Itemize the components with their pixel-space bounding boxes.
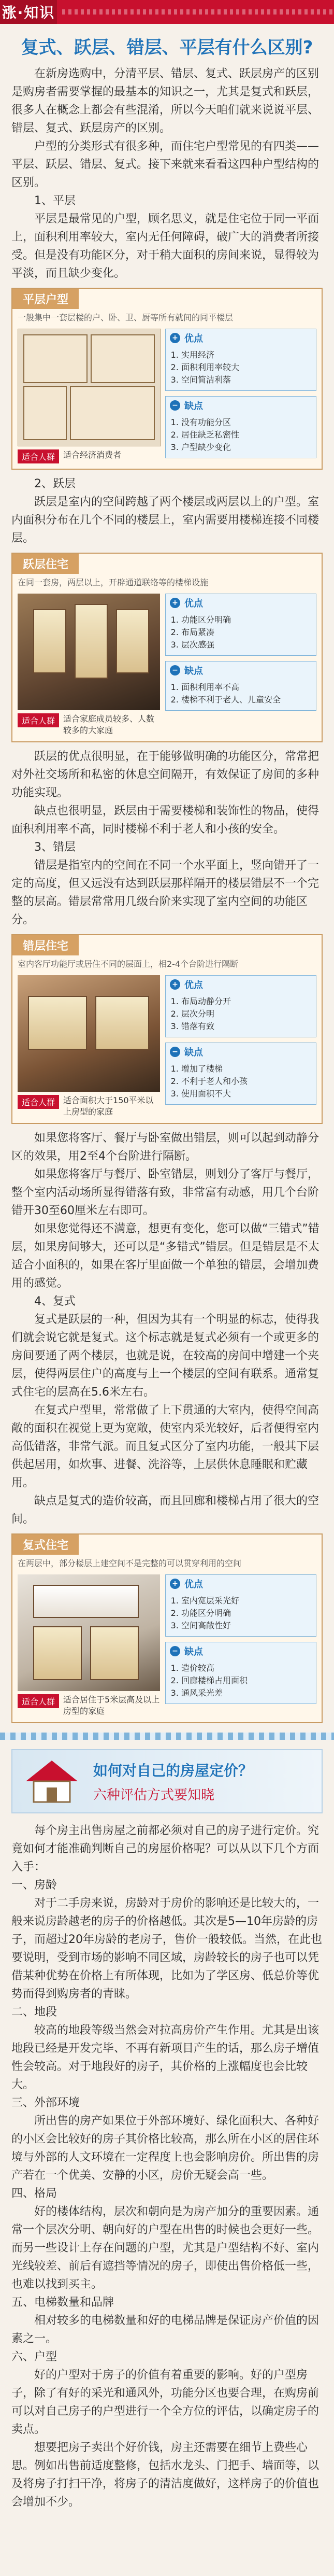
jump-badge: 适合人群 [18, 713, 59, 727]
intro-paragraph-1: 在新房选购中，分清平层、错层、复式、跃层房产的区别是购房者需要掌握的最基本的知识之一，尤其是复式和跃层，很多人在概念上都会有些混淆，所以今天咱们就来说说平层、错层、复式、跃层房产的区别。 [11, 67, 320, 135]
flat-info-box [11, 288, 323, 470]
jump-box-title: 跃层住宅 [12, 554, 79, 574]
jump-box-note: 在同一套房，两层以上，开辟通道联络等的楼梯设施 [18, 578, 209, 587]
duplex-heading: 4、复式 [34, 1295, 76, 1308]
plus-icon: + [170, 979, 180, 990]
jump-info-box [11, 553, 323, 742]
stagger-paragraph-3: 如果您将客厅与餐厅、卧室错层，则划分了客厅与餐厅，整个室内活动场所显得错落有致，非常富有动感，用几个台阶错开30至60厘米左右即可。 [11, 1168, 320, 1217]
house-icon [21, 1755, 83, 1807]
flat-badge: 适合人群 [18, 449, 59, 463]
flat-floorplan-image [18, 329, 161, 446]
duplex-caption: 适合居住于5米层高及以上房型的家庭 [63, 1695, 160, 1716]
pricing-paragraph-2: 较高的地段等级当然会对拉高房价产生作用。尤其是出该地段已经是开发完毕、不再有新项目产生的话，那么房子增值性会较高。对于地段好的房子，其价格的上涨幅度也会比较大。 [11, 2024, 320, 2091]
page-title: 复式、跃层、错层、平层有什么区别? [21, 37, 313, 58]
pricing-paragraph-4: 好的楼体结构，层次和朝向是为房产加分的重要因素。通常一个层次分明、朝向好的户型在出售的时候也会更好一些。而另一些设计上存在问题的户型，尤其是户型结构不好、室内光线较差、前后有遮挡等情况的房子，即使出售价格低一些，也难以找到买主。 [11, 2205, 320, 2291]
pricing-paragraph-5: 相对较多的电梯数量和好的电梯品牌是保证房产价值的因素之一。 [11, 2314, 320, 2345]
banner-subtitle: 六种评估方式要知晓 [93, 1787, 215, 1803]
flat-disadvantages-card: − 缺点 1. 没有功能分区 2. 居住缺乏私密性 3. 户型缺少变化 [165, 396, 316, 458]
top-header [0, 0, 334, 24]
header-tag: 涨·知识 [0, 0, 57, 24]
stagger-adv-item: 3. 错落有致 [181, 1020, 311, 1033]
duplex-paragraph-2: 在复式户型里，常常做了上下贯通的大室内，使得空间高敞的面积在视觉上更为宽敞，使室内采光较好，后者便得室内高低错落，非常气派。而且复式区分了室内功能，一般其下层供起居用，如炊事、进餐、洗浴等，上层供休息睡眠和贮藏用。 [11, 1404, 320, 1489]
duplex-adv-item: 3. 空间高敞性好 [181, 1620, 311, 1632]
stagger-disadvantages-card: − 缺点 1. 增加了楼梯 2. 不利于老人和小孩 3. 使用面积不大 [165, 1043, 316, 1105]
banner-title: 如何对自己的房屋定价？ [93, 1762, 253, 1779]
duplex-adv-item: 1. 室内宽层采光好 [181, 1595, 311, 1607]
flat-dis-item: 1. 没有功能分区 [181, 416, 311, 429]
jump-adv-item: 2. 布局紧凑 [181, 626, 311, 639]
jump-interior-photo [18, 594, 160, 710]
duplex-adv-item: 2. 功能区分明确 [181, 1607, 311, 1620]
stagger-heading: 3、错层 [34, 841, 76, 854]
flat-dis-item: 2. 居住缺乏私密性 [181, 429, 311, 441]
stagger-interior-photo [18, 975, 160, 1092]
stagger-dis-item: 2. 不利于老人和小孩 [181, 1075, 311, 1088]
plus-icon: + [170, 598, 180, 608]
stagger-dis-item: 3. 使用面积不大 [181, 1088, 311, 1100]
duplex-dis-item: 1. 造价较高 [181, 1662, 311, 1674]
duplex-interior-photo [18, 1574, 160, 1691]
flat-box-title: 平层户型 [12, 289, 79, 309]
pricing-heading-1: 一、房龄 [11, 1879, 57, 1892]
jump-adv-item: 3. 层次感强 [181, 639, 311, 651]
flat-dis-item: 3. 户型缺少变化 [181, 441, 311, 454]
stagger-paragraph-2: 如果您将客厅、餐厅与卧室做出错层，则可以起到动静分区的效果，用2至4个台阶进行隔断。 [11, 1132, 320, 1163]
duplex-paragraph-3: 缺点是复式的造价较高，而且回廊和楼梯占用了很大的空间。 [11, 1495, 320, 1526]
plus-icon: + [170, 1579, 180, 1589]
duplex-info-box [11, 1533, 323, 1723]
header-stripe [62, 9, 334, 15]
stagger-dis-item: 1. 增加了楼梯 [181, 1063, 311, 1075]
intro-paragraph-2: 户型的分类形式有很多种，而住宅户型常见的有四类——平层、跃层、错层、复式。接下来就来看看这四种户型结构的区别。 [11, 140, 320, 189]
duplex-badge: 适合人群 [18, 1694, 59, 1708]
pricing-paragraph-6: 好的户型对于房子的价值有着重要的影响。好的户型房子，除了有好的采光和通风外，功能分区也要合理，在购房前可以对自己房子的户型进行一个全方位的评估，以确定房子的卖点。 [11, 2369, 320, 2436]
pricing-heading-3: 三、外部环境 [11, 2096, 80, 2109]
duplex-paragraph-1: 复式是跃层的一种，但因为其有一个明显的标志，使得我们就会说它就是复式。这个标志就是复式必须有一个或更多的房间要通了两个楼层，也就是说，在较高的房间中增建一个夹层，使得两层住户的高度与上一个楼层的空间有联系。通常复式住宅的层高在5.6米左右。 [11, 1313, 320, 1399]
duplex-box-title: 复式住宅 [12, 1535, 79, 1555]
duplex-dis-item: 3. 通风采光差 [181, 1687, 311, 1699]
pricing-paragraph-1: 对于二手房来说，房龄对于房价的影响还是比较大的，一般来说房龄越老的房子的价格越低。其次是5—10年房龄的房子，而超过20年房龄的老房子，售价一般较低。当然，在此也要说明，受到市场的影响不同区域，房龄较长的房子也可以凭借某种优势在价格上有所体现，比如为了学区房、低总价等优势而得到购房者的青睐。 [11, 1897, 322, 2001]
flat-heading: 1、平层 [34, 194, 76, 207]
stagger-paragraph-4: 如果您觉得还不满意，想更有变化，您可以做“三错式”错层，如果房间够大，还可以是“多错式”错层。但是错层是不太适合小面积的，如果在客厅里面做一个单独的错层，会增加费用的感觉。 [11, 1222, 320, 1290]
jump-advantages-card: + 优点 1. 功能区分明确 2. 布局紧凑 3. 层次感强 [165, 594, 316, 656]
section-divider [0, 1733, 334, 1740]
stagger-adv-item: 2. 层次分明 [181, 1008, 311, 1020]
stagger-badge: 适合人群 [18, 1095, 59, 1109]
jump-paragraph-3: 缺点也很明显，跃层由于需要楼梯和装饰性的物品，使得面积利用率不高，同时楼梯不利于老人和小孩的安全。 [11, 805, 320, 836]
jump-paragraph-2: 跃层的优点很明显，在于能够做明确的功能区分，常常把对外社交场所和私密的休息空间隔开，有效保证了房间的多种功能实现。 [11, 750, 320, 799]
pricing-intro: 每个房主出售房屋之前都必须对自己的房子进行定价。究竟如何才能准确判断自己的房屋价格呢？可以从以下几个方面入手： [11, 1824, 320, 1874]
jump-dis-item: 1. 面积利用率不高 [181, 681, 311, 694]
stagger-adv-item: 1. 布局动静分开 [181, 995, 311, 1008]
jump-dis-item: 2. 楼梯不利于老人、儿童安全 [181, 694, 311, 706]
duplex-box-note: 在两层中，部分楼层上建空间不是完整的可以贯穿利用的空间 [18, 1558, 242, 1568]
pricing-heading-4: 四、格局 [11, 2187, 57, 2200]
minus-icon: − [170, 1047, 180, 1057]
flat-adv-item: 1. 实用经济 [181, 349, 311, 361]
minus-icon: − [170, 1646, 180, 1656]
plus-icon: + [170, 333, 180, 343]
jump-heading: 2、跃层 [34, 477, 76, 490]
jump-caption: 适合家庭成员较多、人数较多的大家庭 [63, 714, 155, 735]
stagger-paragraph-1: 错层是指室内的空间在不同一个水平面上，竖向错开了一定的高度，但又远没有达到跃层那样隔开的楼层错层不一个完整的层高。错层常常用几级台阶来实现了室内空间的功能区分。 [11, 859, 320, 926]
pricing-heading-5: 五、电梯数量和品牌 [11, 2296, 114, 2309]
pricing-heading-6: 六、户型 [11, 2350, 57, 2363]
jump-paragraph-1: 跃层是室内的空间跨越了两个楼层或两层以上的户型。室内面积分布在几个不同的楼层上，室内需要用楼梯连接不同楼层。 [11, 496, 320, 545]
pricing-heading-2: 二、地段 [11, 2006, 57, 2019]
stagger-advantages-card: + 优点 1. 布局动静分开 2. 层次分明 3. 错落有致 [165, 975, 316, 1037]
stagger-info-box [11, 934, 323, 1124]
duplex-disadvantages-card: − 缺点 1. 造价较高 2. 回廊楼梯占用面积 3. 通风采光差 [165, 1642, 316, 1704]
stagger-box-note: 室内客厅功能厅或居住不同的层面上，相2-4个台阶进行隔断 [18, 959, 239, 969]
flat-paragraph: 平层是最常见的户型，顾名思义，就是住宅位于同一平面上，面积利用率较大，室内无任何障碍，破广大的消费者所接受。但是没有功能区分，对于稍大面积的房间来说，显得较为平淡，而且缺少变化。 [11, 213, 320, 280]
duplex-advantages-card: + 优点 1. 室内宽层采光好 2. 功能区分明确 3. 空间高敞性好 [165, 1574, 316, 1637]
duplex-dis-item: 2. 回廊楼梯占用面积 [181, 1674, 311, 1687]
flat-adv-item: 2. 面积利用率较大 [181, 361, 311, 374]
stagger-caption: 适合面积大于150平米以上房型的家庭 [63, 1095, 154, 1117]
pricing-paragraph-3: 所出售的房产如果位于外部环境好、绿化面积大、各种好的小区会比较好的房子其价格比较高，那么所在小区的居住环境与外部的人文环境在一定程度上也会影响房价。所出售的房产若在一个优美、安静的小区，房价无疑会高一些。 [11, 2115, 320, 2182]
jump-disadvantages-card: − 缺点 1. 面积利用率不高 2. 楼梯不利于老人、儿童安全 [165, 661, 316, 711]
jump-adv-item: 1. 功能区分明确 [181, 614, 311, 626]
flat-caption: 适合经济消费者 [63, 450, 122, 460]
minus-icon: − [170, 665, 180, 675]
flat-box-note: 一般集中一套层楼的户、卧、卫、厨等所有就间的同平楼层 [18, 313, 234, 322]
pricing-paragraph-7: 想要把房子卖出个好价钱，房主还需要在细节上费些心思。例如出售前适度整修，包括水龙头、门把手、墙面等，以及将房子打扫干净，将房子的清洁度做好，这样房子的价值也会增加不少。 [11, 2441, 320, 2509]
minus-icon: − [170, 400, 180, 411]
pricing-banner [11, 1749, 323, 1813]
flat-advantages-card: + 优点 1. 实用经济 2. 面积利用率较大 3. 空间简洁利落 [165, 329, 316, 391]
flat-adv-item: 3. 空间简洁利落 [181, 374, 311, 386]
stagger-box-title: 错层住宅 [12, 935, 79, 955]
